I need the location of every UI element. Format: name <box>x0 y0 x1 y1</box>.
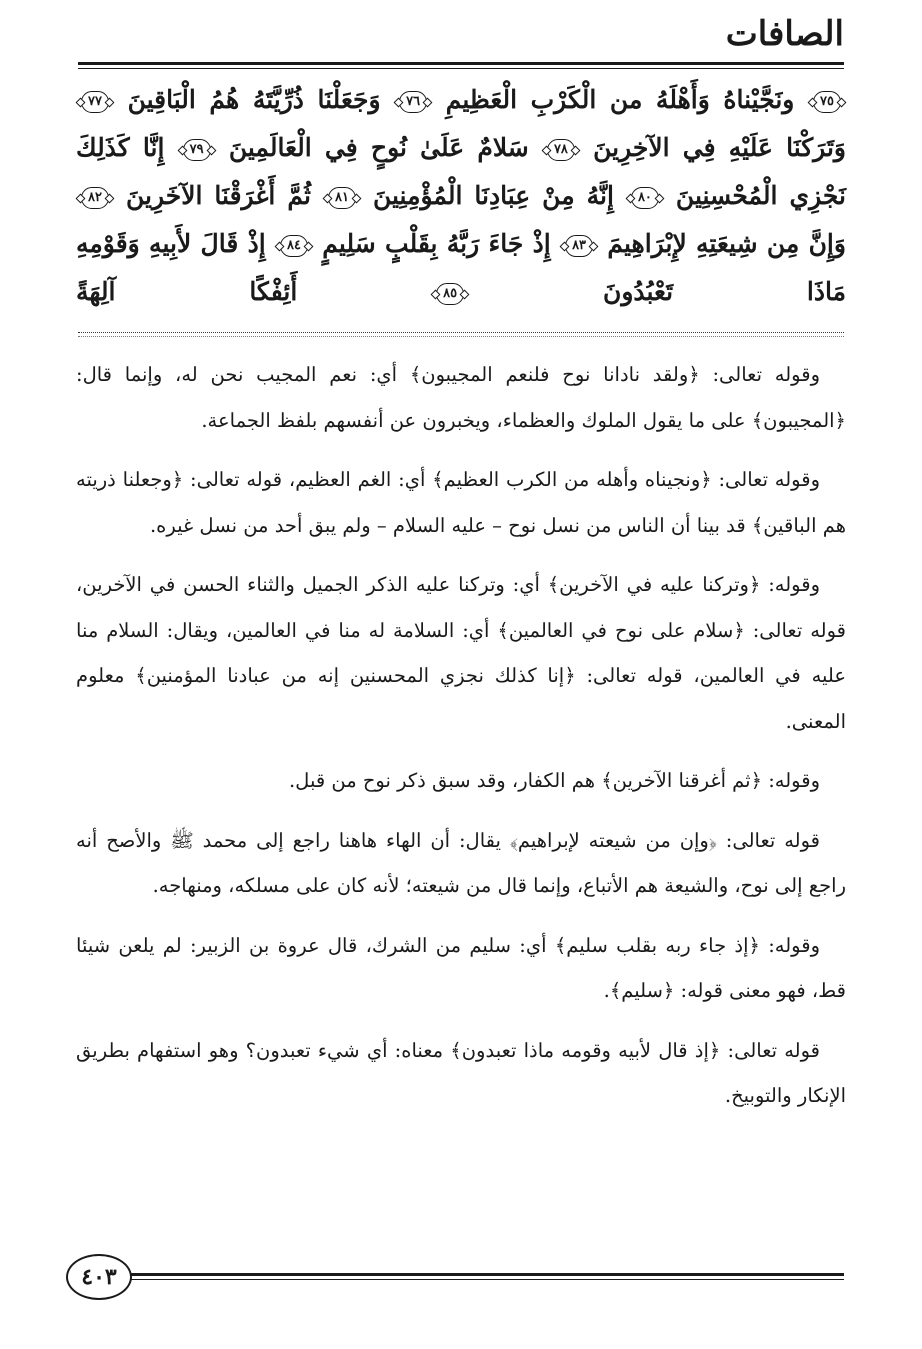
verse-number-marker: ٨٣ <box>565 235 593 257</box>
page-number: ٤٠٣ <box>66 1254 132 1300</box>
commentary-paragraph: وقوله: ﴿إذ جاء ربه بقلب سليم﴾ أي: سليم من الشرك، قال عروة بن الزبير: لم يلعن شيئا قط، فهو معنى قوله: ﴿سليم﴾. <box>76 933 846 1002</box>
header-rule-thin <box>78 68 844 69</box>
footer-rule-thin <box>128 1279 844 1280</box>
verse-number-marker: ٧٧ <box>81 91 109 113</box>
verse-text: ثُمَّ أَغْرَقْنَا الآخَرِينَ <box>125 181 311 210</box>
verse-number-marker: ٨٠ <box>631 187 659 209</box>
verse-text: إِذْ قَالَ لأَبِيهِ وَقَوْمِهِ مَاذَا تَعْبُدُونَ <box>76 229 846 306</box>
verse-text: وَتَرَكْنَا عَلَيْهِ فِي الآخِرِينَ <box>593 133 846 162</box>
verse-number-marker: ٨١ <box>328 187 356 209</box>
commentary-paragraph: قوله تعالى: ﴿إذ قال لأبيه وقومه ماذا تعبدون﴾ معناه: أي شيء تعبدون؟ وهو استفهام بطريق الإنكار والتوبيخ. <box>76 1038 846 1107</box>
verse-text: وَجَعَلْنَا ذُرِّيَّتَهُ هُمُ الْبَاقِينَ <box>127 85 381 114</box>
verse-text: إِنَّا كَذَلِكَ نَجْزِي الْمُحْسِنِينَ <box>76 133 846 210</box>
verse-number-marker: ٨٤ <box>280 235 308 257</box>
verse-number-marker: ٨٥ <box>436 283 464 305</box>
surah-title: الصافات <box>725 14 844 54</box>
verse-text: إِذْ جَاءَ رَبَّهُ بِقَلْبٍ سَلِيمٍ <box>322 229 551 258</box>
verse-text: سَلامٌ عَلَىٰ نُوحٍ فِي الْعَالَمِينَ <box>228 133 529 162</box>
commentary-paragraph: وقوله: ﴿ثم أغرقنا الآخرين﴾ هم الكفار، وقد سبق ذكر نوح من قبل. <box>288 769 820 792</box>
header-rule <box>78 62 844 65</box>
verse-text: ونَجَّيْناهُ وَأَهْلَهُ من الْكَرْبِ الْعَظِيمِ <box>445 85 795 114</box>
commentary-paragraph: وقوله تعالى: ﴿ولقد نادانا نوح فلنعم المجيبون﴾ أي: نعم المجيب نحن له، وإنما قال: ﴿المجيبون﴾ على ما يقول الملوك والعظماء، ويخبرون عن أنفسهم بلفظ الجماعة. <box>76 363 846 432</box>
footer-rule <box>128 1273 844 1276</box>
verse-number-marker: ٨٢ <box>81 187 109 209</box>
commentary-paragraph: وقوله تعالى: ﴿ونجيناه وأهله من الكرب العظيم﴾ أي: الغم العظيم، قوله تعالى: ﴿وجعلنا ذريته هم الباقين﴾ قد بينا أن الناس من نسل نوح – عليه السلام – ولم يبق أحد من نسل غيره. <box>76 468 846 537</box>
section-separator <box>78 332 844 333</box>
verse-text: إِنَّهُ مِنْ عِبَادِنَا الْمُؤْمِنِينَ <box>372 181 614 210</box>
tafsir-commentary <box>76 352 846 1133</box>
verse-number-marker: ٧٨ <box>547 139 575 161</box>
commentary-paragraph: قوله تعالى: ﴿وإن من شيعته لإبراهيم﴾ يقال: أن الهاء هاهنا راجع إلى محمد ﷺ والأصح أنه راجع إلى نوح، والشيعة هم الأتباع، وإنما قال من شيعته؛ لأنه كان على مسلكه، ومنهاجه. <box>76 828 846 897</box>
verse-text: وَإِنَّ مِن شِيعَتِهِ لإِبْرَاهِيمَ <box>607 229 846 258</box>
section-separator-secondary <box>78 336 844 337</box>
verse-number-marker: ٧٦ <box>399 91 427 113</box>
verse-number-marker: ٧٩ <box>183 139 211 161</box>
verse-text: أَئِفْكًا آلِهَةً <box>76 277 298 306</box>
verse-number-marker: ٧٥ <box>813 91 841 113</box>
commentary-paragraph: وقوله: ﴿وتركنا عليه في الآخرين﴾ أي: وتركنا عليه الذكر الجميل والثناء الحسن في الآخرين، قوله تعالى: ﴿سلام على نوح في العالمين﴾ أي: السلامة له منا في العالمين، ويقال: السلام منا عليه في العالمين، قوله تعالى: ﴿إنا كذلك نجزي المحسنين إنه من عبادنا المؤمنين﴾ معلوم المعنى. <box>76 573 846 733</box>
quran-verses-block <box>76 76 846 316</box>
